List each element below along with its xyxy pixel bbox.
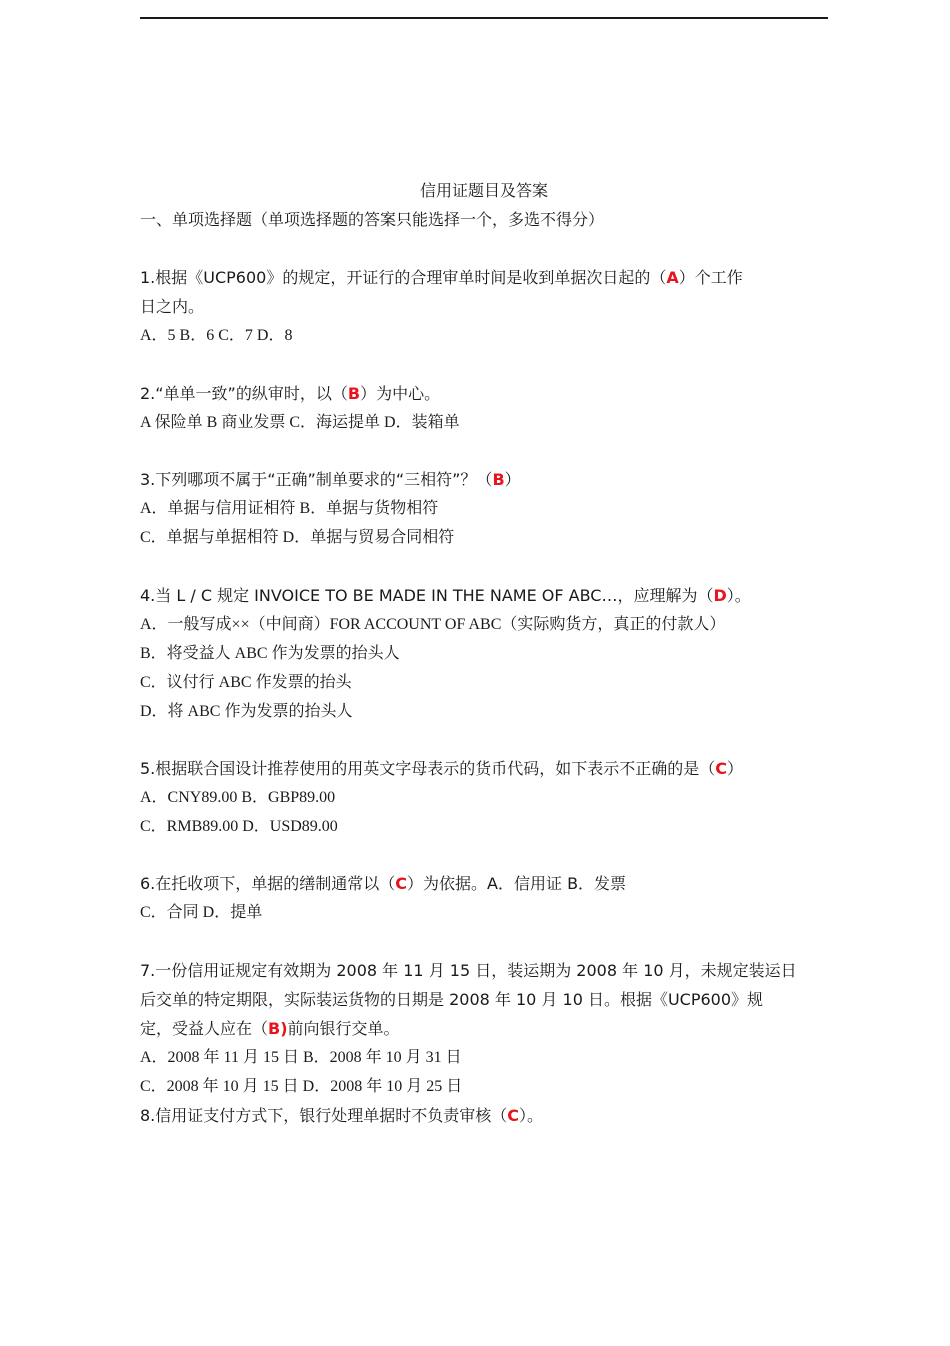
question-5-options-line2: C．RMB89.00 D．USD89.00 [140, 818, 338, 835]
answer-4: D [713, 586, 727, 605]
answer-8: C [507, 1106, 520, 1125]
question-7-line2: 后交单的特定期限，实际装运货物的日期是 2008 年 10 月 10 日。根据《UCP600》规 [140, 990, 764, 1009]
question-6-options: C．合同 D．提单 [140, 904, 263, 921]
question-5: 5.根据联合国设计推荐使用的用英文字母表示的货币代码，如下表示不正确的是（C） [140, 759, 744, 778]
question-4-option-c: C．议付行 ABC 作发票的抬头 [140, 674, 352, 691]
question-6: 6.在托收项下，单据的缮制通常以（C）为依据。A．信用证 B．发票 [140, 874, 627, 893]
answer-7: B) [268, 1019, 288, 1038]
question-4-option-a: A．一般写成××（中间商）FOR ACCOUNT OF ABC（实际购货方，真正的付款人） [140, 616, 726, 633]
header-rule [140, 17, 828, 19]
question-7-line1: 7.一份信用证规定有效期为 2008 年 11 月 15 日，装运期为 2008 年 10 月，未规定装运日 [140, 961, 797, 980]
question-4-option-d: D．将 ABC 作为发票的抬头人 [140, 703, 353, 720]
answer-1: A [666, 268, 679, 287]
question-4: 4.当 L / C 规定 INVOICE TO BE MADE IN THE NAME OF ABC…，应理解为（D）。 [140, 586, 751, 605]
answer-5: C [715, 759, 728, 778]
question-3-options-line1: A．单据与信用证相符 B．单据与货物相符 [140, 500, 439, 517]
answer-2: B [347, 384, 361, 403]
question-3-options-line2: C．单据与单据相符 D．单据与贸易合同相符 [140, 529, 455, 546]
question-3: 3.下列哪项不属于“正确”制单要求的“三相符”？（B） [140, 470, 521, 489]
question-8: 8.信用证支付方式下，银行处理单据时不负责审核（C）。 [140, 1106, 544, 1125]
question-2-options: A 保险单 B 商业发票 C．海运提单 D．装箱单 [140, 414, 460, 431]
question-1-options: A．5 B．6 C．7 D．8 [140, 327, 293, 344]
question-4-option-b: B．将受益人 ABC 作为发票的抬头人 [140, 645, 400, 662]
question-5-options-line1: A．CNY89.00 B．GBP89.00 [140, 789, 336, 806]
document-title: 信用证题目及答案 [419, 181, 548, 200]
answer-3: B [492, 470, 505, 489]
question-7-options-line1: A．2008 年 11 月 15 日 B．2008 年 10 月 31 日 [140, 1049, 462, 1066]
question-2: 2.“单单一致”的纵审时，以（B）为中心。 [140, 384, 441, 403]
question-1: 1.根据《UCP600》的规定，开证行的合理审单时间是收到单据次日起的（A）个工作 [140, 268, 743, 287]
question-7-line3: 定，受益人应在（B)前向银行交单。 [140, 1019, 400, 1038]
question-1-continued: 日之内。 [140, 297, 205, 316]
section-heading: 一、单项选择题（单项选择题的答案只能选择一个，多选不得分） [140, 210, 605, 229]
question-7-options-line2: C．2008 年 10 月 15 日 D．2008 年 10 月 25 日 [140, 1078, 463, 1095]
answer-6: C [395, 874, 408, 893]
